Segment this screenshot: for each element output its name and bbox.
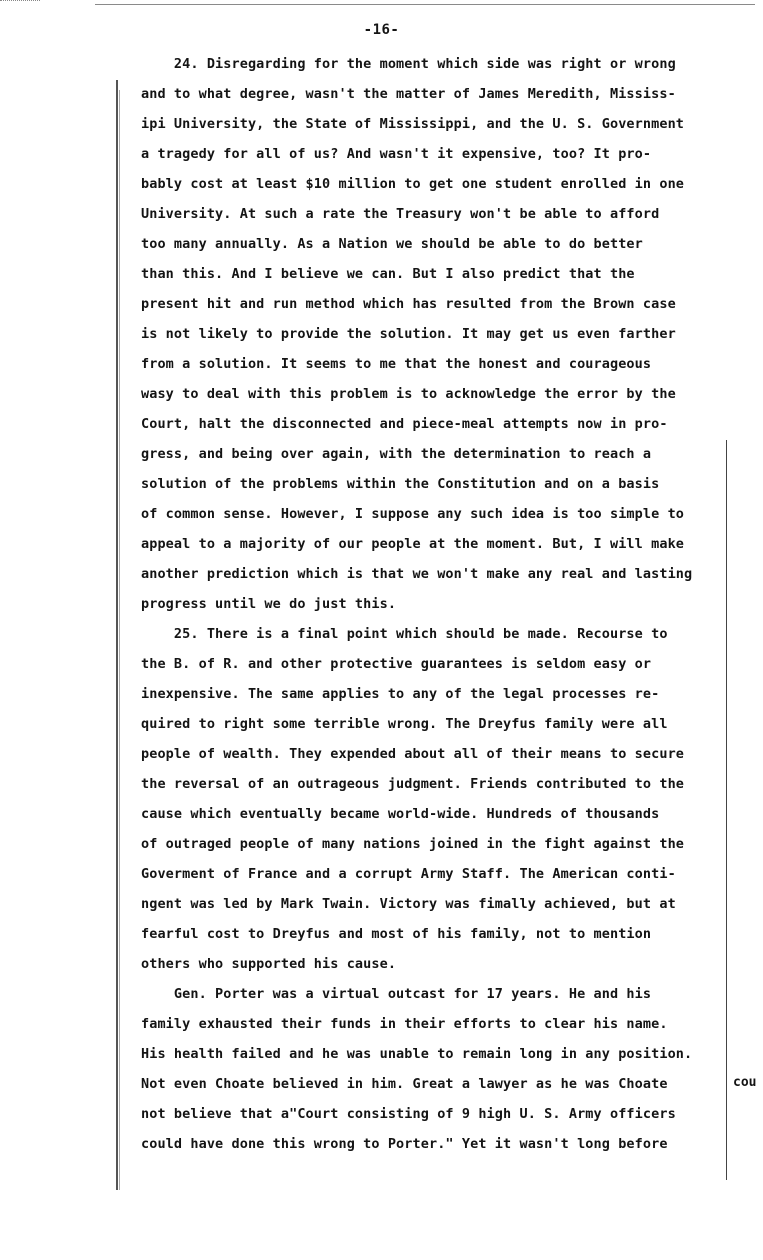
text-line: ipi University, the State of Mississippi, and the U. S. Government [141, 116, 685, 132]
text-line: people of wealth. They expended about all of their means to secure [141, 746, 685, 762]
left-margin-rule [116, 80, 118, 1190]
text-line: bably cost at least $10 million to get one student enrolled in one [141, 176, 685, 192]
scan-edge-mark [0, 0, 40, 7]
text-line: another prediction which is that we won't make any real and lasting [141, 566, 693, 582]
text-line: could have done this wrong to Porter." Yet it wasn't long before [141, 1136, 668, 1152]
margin-fragment: cou [733, 1075, 757, 1090]
text-line: the B. of R. and other protective guarantees is seldom easy or [141, 656, 652, 672]
text-line: and to what degree, wasn't the matter of James Meredith, Mississ- [141, 86, 676, 102]
text-line: too many annually. As a Nation we should be able to do better [141, 236, 643, 252]
text-lines [141, 54, 761, 1164]
text-line: from a solution. It seems to me that the honest and courageous [141, 356, 652, 372]
text-line: of outraged people of many nations joined in the fight against the [141, 836, 685, 852]
text-line: present hit and run method which has resulted from the Brown case [141, 296, 676, 312]
text-line: Gen. Porter was a virtual outcast for 17 years. He and his [141, 986, 652, 1002]
left-margin-rule-thin [119, 90, 120, 1190]
text-line: others who supported his cause. [141, 956, 397, 972]
body-text [141, 54, 761, 1164]
text-line: fearful cost to Dreyfus and most of his family, not to mention [141, 926, 652, 942]
text-line: 24. Disregarding for the moment which side was right or wrong [141, 56, 676, 72]
text-line: not believe that a"Court consisting of 9 high U. S. Army officers [141, 1106, 676, 1122]
text-line: wasy to deal with this problem is to acknowledge the error by the [141, 386, 676, 402]
text-line: University. At such a rate the Treasury won't be able to afford [141, 206, 660, 222]
text-line: Court, halt the disconnected and piece-meal attempts now in pro- [141, 416, 668, 432]
text-line: gress, and being over again, with the determination to reach a [141, 446, 652, 462]
text-line: than this. And I believe we can. But I also predict that the [141, 266, 635, 282]
text-line: progress until we do just this. [141, 596, 397, 612]
text-line: His health failed and he was unable to remain long in any position. [141, 1046, 693, 1062]
text-line: is not likely to provide the solution. It may get us even farther [141, 326, 676, 342]
text-line: family exhausted their funds in their efforts to clear his name. [141, 1016, 668, 1032]
text-line: cause which eventually became world-wide. Hundreds of thousands [141, 806, 660, 822]
text-line: the reversal of an outrageous judgment. Friends contributed to the [141, 776, 685, 792]
page-number: -16- [363, 22, 400, 38]
text-line: quired to right some terrible wrong. The Dreyfus family were all [141, 716, 668, 732]
text-line: a tragedy for all of us? And wasn't it expensive, too? It pro- [141, 146, 652, 162]
text-line: solution of the problems within the Constitution and on a basis [141, 476, 660, 492]
text-line: inexpensive. The same applies to any of the legal processes re- [141, 686, 660, 702]
text-line: Not even Choate believed in him. Great a lawyer as he was Choate [141, 1076, 668, 1092]
text-line: of common sense. However, I suppose any such idea is too simple to [141, 506, 685, 522]
text-line: 25. There is a final point which should be made. Recourse to [141, 626, 668, 642]
text-line: ngent was led by Mark Twain. Victory was fimally achieved, but at [141, 896, 676, 912]
text-line: Goverment of France and a corrupt Army Staff. The American conti- [141, 866, 676, 882]
text-line: appeal to a majority of our people at the moment. But, I will make [141, 536, 685, 552]
top-edge-rule [95, 4, 755, 5]
